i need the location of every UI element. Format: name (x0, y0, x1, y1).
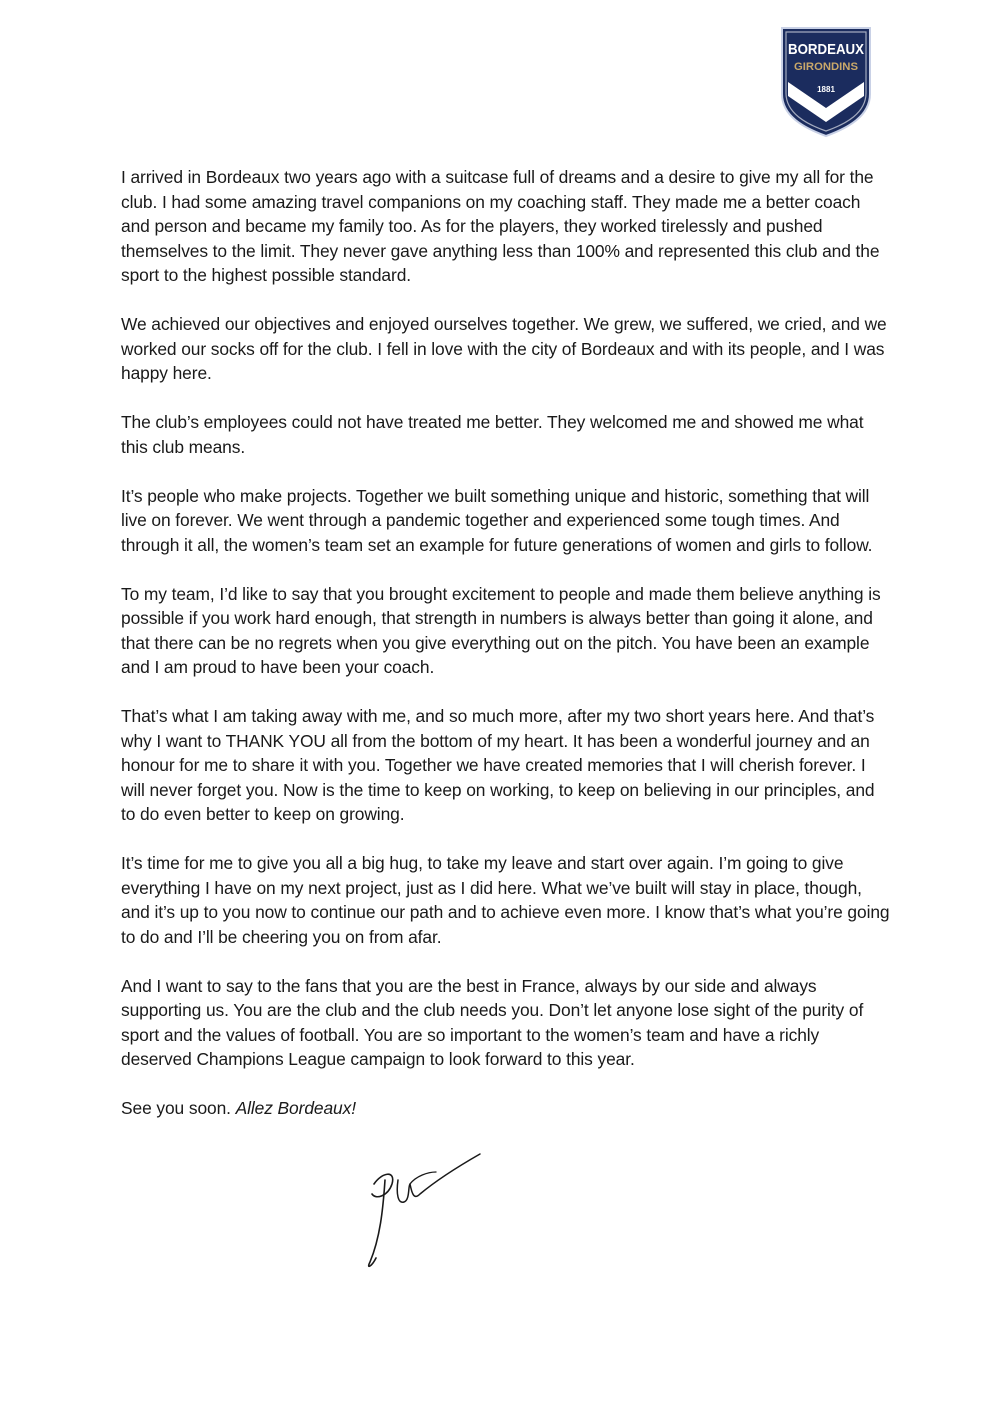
letter-paragraph: And I want to say to the fans that you are the best in France, always by our side and always supporting us. You are the club and the club needs you. Don’t let anyone lose sight of the purity of sport and the values of football. You are so important to the women’s team and have a richly deserved Champions League campaign to look forward to this year. (121, 975, 864, 1069)
club-crest-logo (778, 24, 874, 140)
letter-paragraph: That’s what I am taking away with me, and so much more, after my two short years here. And that’s why I want to THANK YOU all from the bottom of my heart. It has been a wonderful journey and an honour for me to share it with you. Together we have created memories that I will cherish forever. I will never forget you. Now is the time to keep on working, to keep on believing in our principles, and to do even better to keep on growing. (121, 706, 875, 824)
letter-paragraph: It’s people who make projects. Together we built something unique and historic, something that will live on forever. We went through a pandemic together and experienced some tough times. And through it all, the women’s team set an example for future generations of women and girls to follow. (121, 485, 873, 555)
closing-text: See you soon. (121, 1098, 231, 1118)
letter-paragraph: To my team, I’d like to say that you brought excitement to people and made them believe anything is possible if you work hard enough, that strength in numbers is always better than going it alone, and that there can be no regrets when you give everything out on the pitch. You have been an example and I am proud to have been your coach. (121, 583, 881, 677)
letter-paragraph: It’s time for me to give you all a big hug, to take my leave and start over again. I’m going to give everything I have on my next project, just as I did here. What we’ve built will stay in place, though, and it’s up to you now to continue our path and to achieve even more. I know that’s what you’re going to do and I’ll be cheering you on from afar. (121, 853, 890, 947)
letter-closing (121, 1096, 891, 1121)
letter-paragraph: I arrived in Bordeaux two years ago with a suitcase full of dreams and a desire to give my all for the club. I had some amazing travel companions on my coaching staff. They made me a better coach and person and became my family too. As for the players, they worked tirelessly and pushed themselves to the limit. They never gave anything less than 100% and represented this club and the sport to the highest possible standard. (121, 167, 880, 285)
closing-italic: Allez Bordeaux! (235, 1098, 356, 1118)
letter-body (121, 165, 891, 1121)
crest-name-line1: BORDEAUX (788, 41, 864, 58)
crest-name-line2: GIRONDINS (794, 61, 858, 73)
letter-paragraph: We achieved our objectives and enjoyed ourselves together. We grew, we suffered, we cried, and we worked our socks off for the club. I fell in love with the city of Bordeaux and with its people, and I was happy here. (121, 314, 887, 383)
crest-year: 1881 (817, 85, 835, 94)
letter-paragraph: The club’s employees could not have treated me better. They welcomed me and showed me what this club means. (121, 412, 864, 457)
handwritten-signature (352, 1150, 492, 1275)
